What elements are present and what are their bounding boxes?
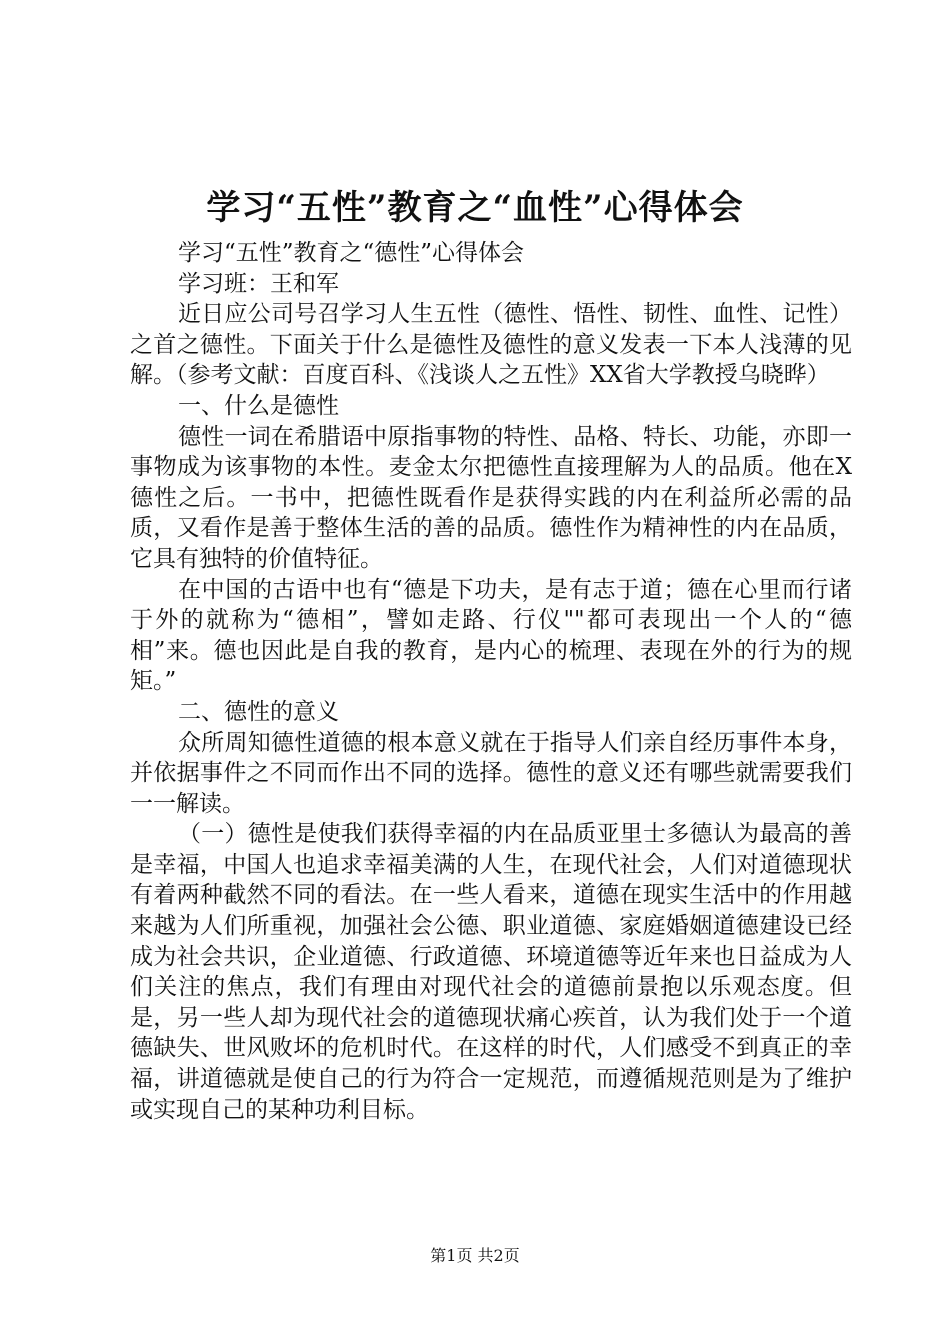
paragraph-definition: 德性一词在希腊语中原指事物的特性、品格、特长、功能，亦即一事物成为该事物的本性。麦金太尔把德性直接理解为人的品质。他在X德性之后。一书中，把德性既看作是获得实践的内在利益所必需的品质，又看作是善于整体生活的善的品质。德性作为精神性的内在品质，它具有独特的价值特征。 (130, 423, 852, 572)
paragraph-happiness: （一）德性是使我们获得幸福的内在品质亚里士多德认为最高的善是幸福，中国人也追求幸福美满的人生，在现代社会，人们对道德现状有着两种截然不同的看法。在一些人看来，道德在现实生活中的作用越来越为人们所重视，加强社会公德、职业道德、家庭婚姻道德建设已经成为社会共识，企业道德、行政道德、环境道德等近年来也日益成为人们关注的焦点，我们有理由对现代社会的道德前景抱以乐观态度。但是，另一些人却为现代社会的道德现状痛心疾首，认为我们处于一个道德缺失、世风败坏的危机时代。在这样的时代，人们感受不到真正的幸福，讲道德就是使自己的行为符合一定规范，而遵循规范则是为了维护或实现自己的某种功利目标。 (130, 821, 852, 1123)
paragraph-subtitle: 学习“五性”教育之“德性”心得体会 (178, 240, 525, 266)
page-footer: 第1页 共2页 (430, 1246, 520, 1265)
document-title: 学习“五性”教育之“血性”心得体会 (206, 188, 744, 228)
section-heading-1: 一、什么是德性 (178, 392, 339, 419)
paragraph-chinese-ancient: 在中国的古语中也有“德是下功夫，是有志于道；德在心里而行诸于外的就称为“德相”，譬如走路、行仪""都可表现出一个人的“德相”来。德也因此是自我的教育，是内心的梳理、表现在外的行为的规矩。” (130, 576, 852, 695)
section-heading-2: 二、德性的意义 (178, 698, 339, 725)
paragraph-author: 学习班：王和军 (178, 270, 339, 297)
paragraph-intro: 近日应公司号召学习人生五性（德性、悟性、韧性、血性、记性）之首之德性。下面关于什么是德性及德性的意义发表一下本人浅薄的见解。（参考文献：百度百科、《浅谈人之五性》XX省大学教授乌晓晔） (130, 301, 852, 389)
paragraph-meaning: 众所周知德性道德的根本意义就在于指导人们亲自经历事件本身，并依据事件之不同而作出不同的选择。德性的意义还有哪些就需要我们一一解读。 (130, 729, 852, 817)
document-body (130, 238, 852, 1125)
